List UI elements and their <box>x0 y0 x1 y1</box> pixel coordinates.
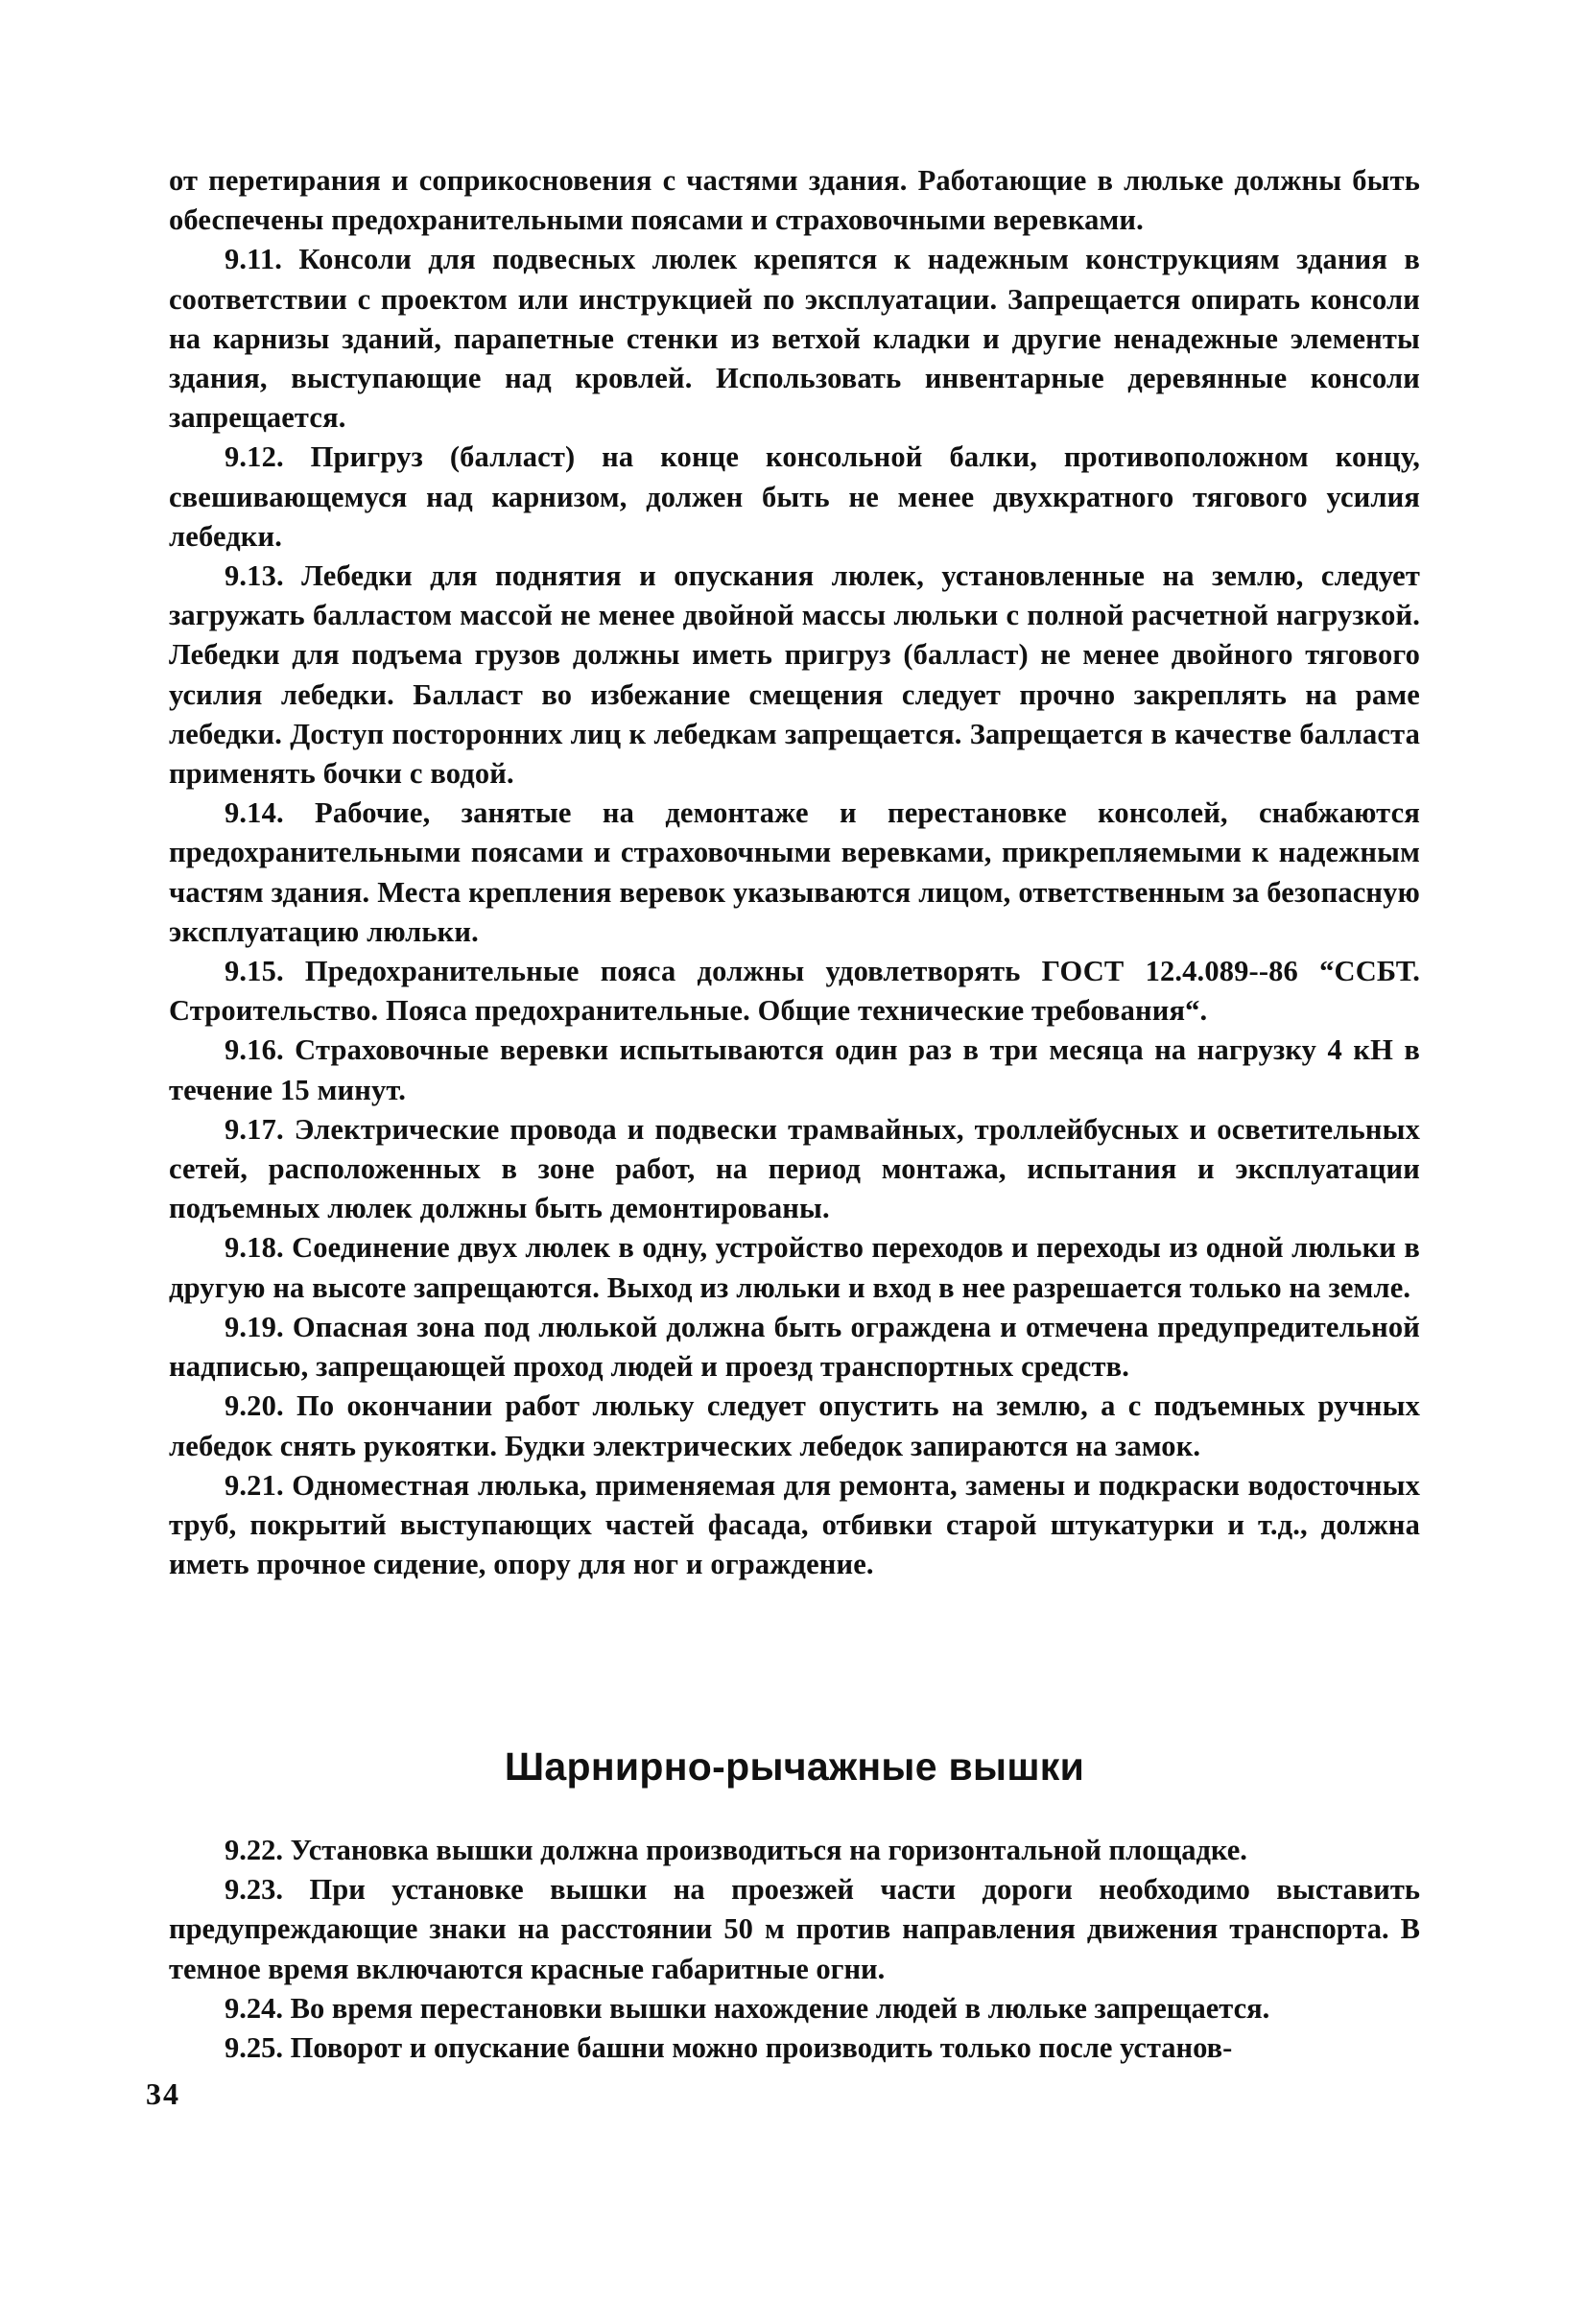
paragraph-text: Рабочие, занятые на демонтаже и перестановке консолей, снабжаются предохранительными поясами и страховочными веревками, прикрепляемыми к надежным частям здания. Места крепления веревок указываются лицом, ответственным за безопасную эксплуатацию люльки. <box>169 796 1420 948</box>
paragraph-9-17 <box>169 1110 1420 1229</box>
paragraph-9-11 <box>169 240 1420 438</box>
paragraph-text: Предохранительные пояса должны удовлетворять ГОСТ 12.4.089--86 “ССБТ. Строительство. Пояса предохранительные. Общие технические требования“. <box>169 955 1420 1028</box>
paragraph-9-12 <box>169 438 1420 557</box>
paragraph-number: 9.19. <box>225 1310 284 1343</box>
paragraph-9-14 <box>169 794 1420 952</box>
paragraph-9-24 <box>169 1989 1420 2028</box>
paragraph-number: 9.24. <box>225 1991 283 2025</box>
paragraph-text: Опасная зона под люлькой должна быть ограждена и отмечена предупредительной надписью, запрещающей проход людей и проезд транспортных средств. <box>169 1310 1420 1384</box>
paragraph-9-23 <box>169 1870 1420 1989</box>
intro-paragraph: от перетирания и соприкосновения с частями здания. Работающие в люльке должны быть обеспечены предохранительными поясами и страховочными веревками. <box>169 164 1420 237</box>
paragraph-9-13 <box>169 557 1420 794</box>
paragraph-number: 9.16. <box>225 1033 284 1067</box>
paragraph-text: Соединение двух люлек в одну, устройство переходов и переходы из одной люльки в другую на высоте запрещаются. Выход из люльки и вход в нее разрешается только на земле. <box>169 1231 1420 1304</box>
paragraph-text: По окончании работ люльку следует опустить на землю, а с подъемных ручных лебедок снять рукоятки. Будки электрических лебедок запираются на замок. <box>169 1389 1420 1462</box>
paragraph-text: Консоли для подвесных люлек крепятся к надежным конструкциям здания в соответствии с проектом или инструкцией по эксплуатации. Запрещается опирать консоли на карнизы зданий, парапетные стенки из ветхой кладки и другие ненадежные элементы здания, выступающие над кровлей. Использовать инвентарные деревянные консоли запрещается. <box>169 243 1420 435</box>
paragraph-number: 9.12. <box>225 440 284 474</box>
main-text-block <box>169 161 1420 1584</box>
paragraph-text: Установка вышки должна производиться на горизонтальной площадке. <box>283 1834 1247 1866</box>
paragraph-number: 9.23. <box>225 1873 283 1907</box>
paragraph-number: 9.15. <box>225 955 284 988</box>
paragraph-text: При установке вышки на проезжей части дороги необходимо выставить предупреждающие знаки на расстоянии 50 м против направления движения транспорта. В темное время включаются красные габаритные огни. <box>169 1873 1420 1985</box>
paragraph-9-22 <box>169 1831 1420 1870</box>
paragraph-number: 9.18. <box>225 1231 284 1265</box>
paragraph-number: 9.21. <box>225 1468 284 1502</box>
paragraph-9-25 <box>169 2028 1420 2068</box>
paragraph-9-15 <box>169 952 1420 1031</box>
paragraph-text: Во время перестановки вышки нахождение людей в люльке запрещается. <box>283 1991 1270 2025</box>
paragraph-number: 9.25. <box>225 2031 283 2065</box>
paragraph-text: Пригруз (балласт) на конце консольной балки, противоположном концу, свешивающемуся над карнизом, должен быть не менее двухкратного тягового усилия лебедки. <box>169 440 1420 553</box>
paragraph-number: 9.14. <box>225 796 284 830</box>
paragraph-text: Электрические провода и подвески трамвайных, троллейбусных и осветительных сетей, расположенных в зоне работ, на период монтажа, испытания и эксплуатации подъемных люлек должны быть демонтированы. <box>169 1112 1420 1225</box>
paragraph-number: 9.11. <box>225 243 283 276</box>
section-heading: Шарнирно-рычажные вышки <box>504 1744 1085 1789</box>
paragraph-text: Лебедки для поднятия и опускания люлек, установленные на землю, следует загружать балластом массой не менее двойной массы люльки с полной расчетной нагрузкой. Лебедки для подъема грузов должны иметь пригруз (балласт) не менее двойного тягового усилия лебедки. Балласт во избежание смещения следует прочно закреплять на раме лебедки. Доступ посторонних лиц к лебедкам запрещается. Запрещается в качестве балласта применять бочки с водой. <box>169 559 1420 791</box>
paragraph-9-20 <box>169 1387 1420 1465</box>
paragraph-9-21 <box>169 1466 1420 1585</box>
paragraph-text: Поворот и опускание башни можно производить только после установ- <box>283 2031 1233 2065</box>
paragraph-9-16 <box>169 1031 1420 1109</box>
paragraph-number: 9.13. <box>225 559 284 593</box>
paragraph-number: 9.17. <box>225 1112 284 1146</box>
paragraph-text: Страховочные веревки испытываются один раз в три месяца на нагрузку 4 кН в течение 15 минут. <box>169 1033 1420 1106</box>
paragraph-number: 9.22. <box>225 1834 283 1866</box>
paragraph-9-19 <box>169 1308 1420 1387</box>
paragraph-9-18 <box>169 1228 1420 1307</box>
paragraph-number: 9.20. <box>225 1389 284 1423</box>
paragraph-text: Одноместная люлька, применяемая для ремонта, замены и подкраски водосточных труб, покрытий выступающих частей фасада, отбивки старой штукатурки и т.д., должна иметь прочное сидение, опору для ног и ограждение. <box>169 1468 1420 1581</box>
section-text-block <box>169 1831 1420 2068</box>
page-number: 34 <box>146 2076 180 2111</box>
